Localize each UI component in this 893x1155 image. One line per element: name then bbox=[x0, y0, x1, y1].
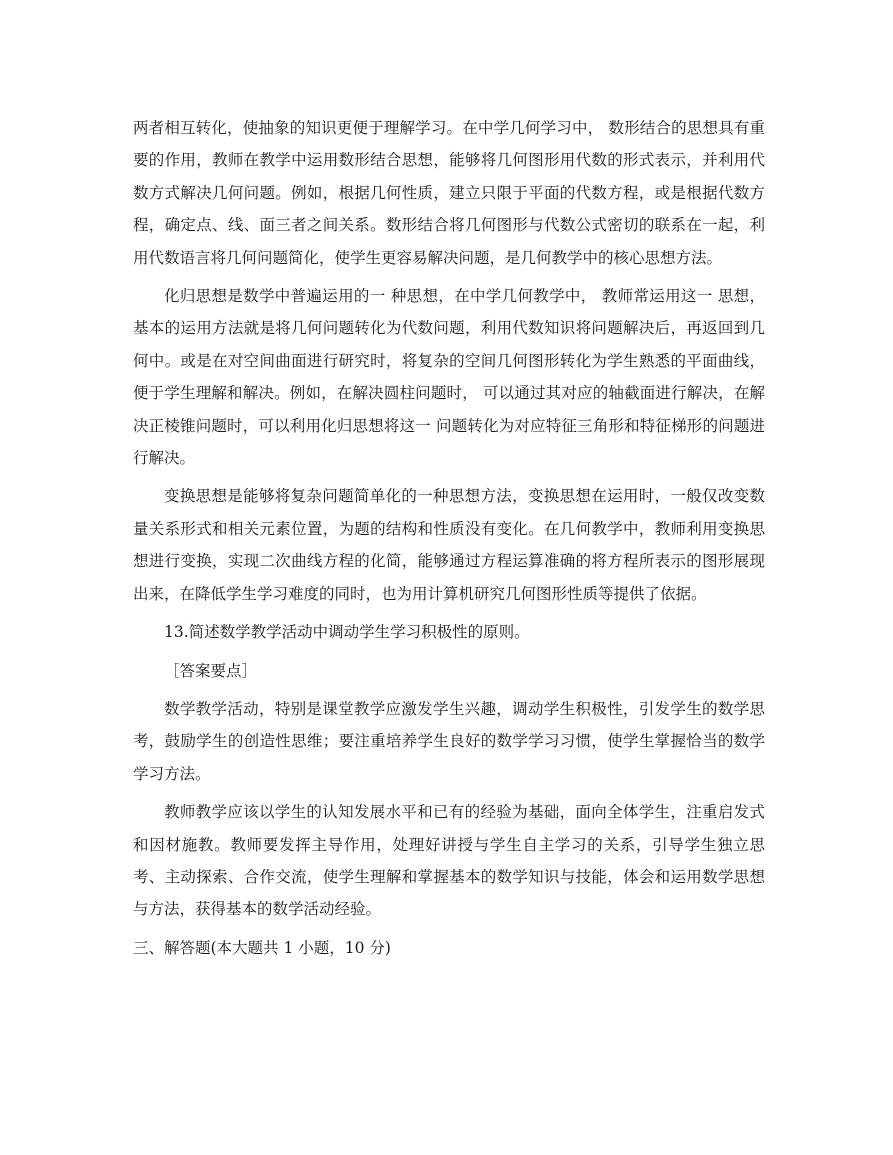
paragraph-reduction-idea: 化归思想是数学中普遍运用的一 种思想，在中学几何教学中， 教师常运用这一 思想，基本的运用方法就是将几何问题转化为代数问题，利用代数知识将问题解决后，再返回到几何中。或是在对空间曲面进行研究时，将复杂的空间几何图形转化为学生熟悉的平面曲线， 便于学生理解和解决。例如，在解决圆柱问题时， 可以通过其对应的轴截面进行解决，在解决正棱锥问题时，可以利用化归思想将这一 问题转化为对应特征三角形和特征梯形的问题进行解决。 bbox=[133, 287, 765, 468]
document-body bbox=[133, 112, 765, 964]
section-heading-solution-questions: 三、解答题(本大题共 1 小题，10 分) bbox=[133, 938, 391, 957]
answer-paragraph-1: 数学教学活动，特别是课堂教学应激发学生兴趣，调动学生积极性，引发学生的数学思考，鼓励学生的创造性思维；要注重培养学生良好的数学学习习惯，使学生掌握恰当的数学学习方法。 bbox=[133, 699, 765, 783]
paragraph-transformation-idea: 变换思想是能够将复杂问题简单化的一种思想方法，变换思想在运用时，一般仅改变数量关系形式和相关元素位置，为题的结构和性质没有变化。在几何教学中，教师利用变换思想进行变换，实现二次曲线方程的化简，能够通过方程运算准确的将方程所表示的图形展现出来，在降低学生学习难度的同时，也为用计算机研究几何图形性质等提供了依据。 bbox=[133, 487, 765, 603]
paragraph-number-shape-combination: 两者相互转化，使抽象的知识更便于理解学习。在中学几何学习中， 数形结合的思想具有重要的作用，教师在教学中运用数形结合思想，能够将几何图形用代数的形式表示，并利用代数方式解决几何问题。例如，根据几何性质，建立只限于平面的代数方程，或是根据代数方程，确定点、线、面三者之间关系。数形结合将几何图形与代数公式密切的联系在一起，利用代数语言将几何问题简化，使学生更容易解决问题，是几何教学中的核心思想方法。 bbox=[133, 119, 765, 267]
question-13: 13.简述数学教学活动中调动学生学习积极性的原则。 bbox=[164, 623, 530, 642]
answer-paragraph-2: 教师教学应该以学生的认知发展水平和已有的经验为基础，面向全体学生，注重启发式和因材施教。教师要发挥主导作用，处理好讲授与学生自主学习的关系，引导学生独立思考、主动探索、合作交流，使学生理解和掌握基本的数学知识与技能，体会和运用数学思想与方法，获得基本的数学活动经验。 bbox=[133, 803, 765, 919]
answer-points-label: ［答案要点］ bbox=[164, 661, 258, 680]
